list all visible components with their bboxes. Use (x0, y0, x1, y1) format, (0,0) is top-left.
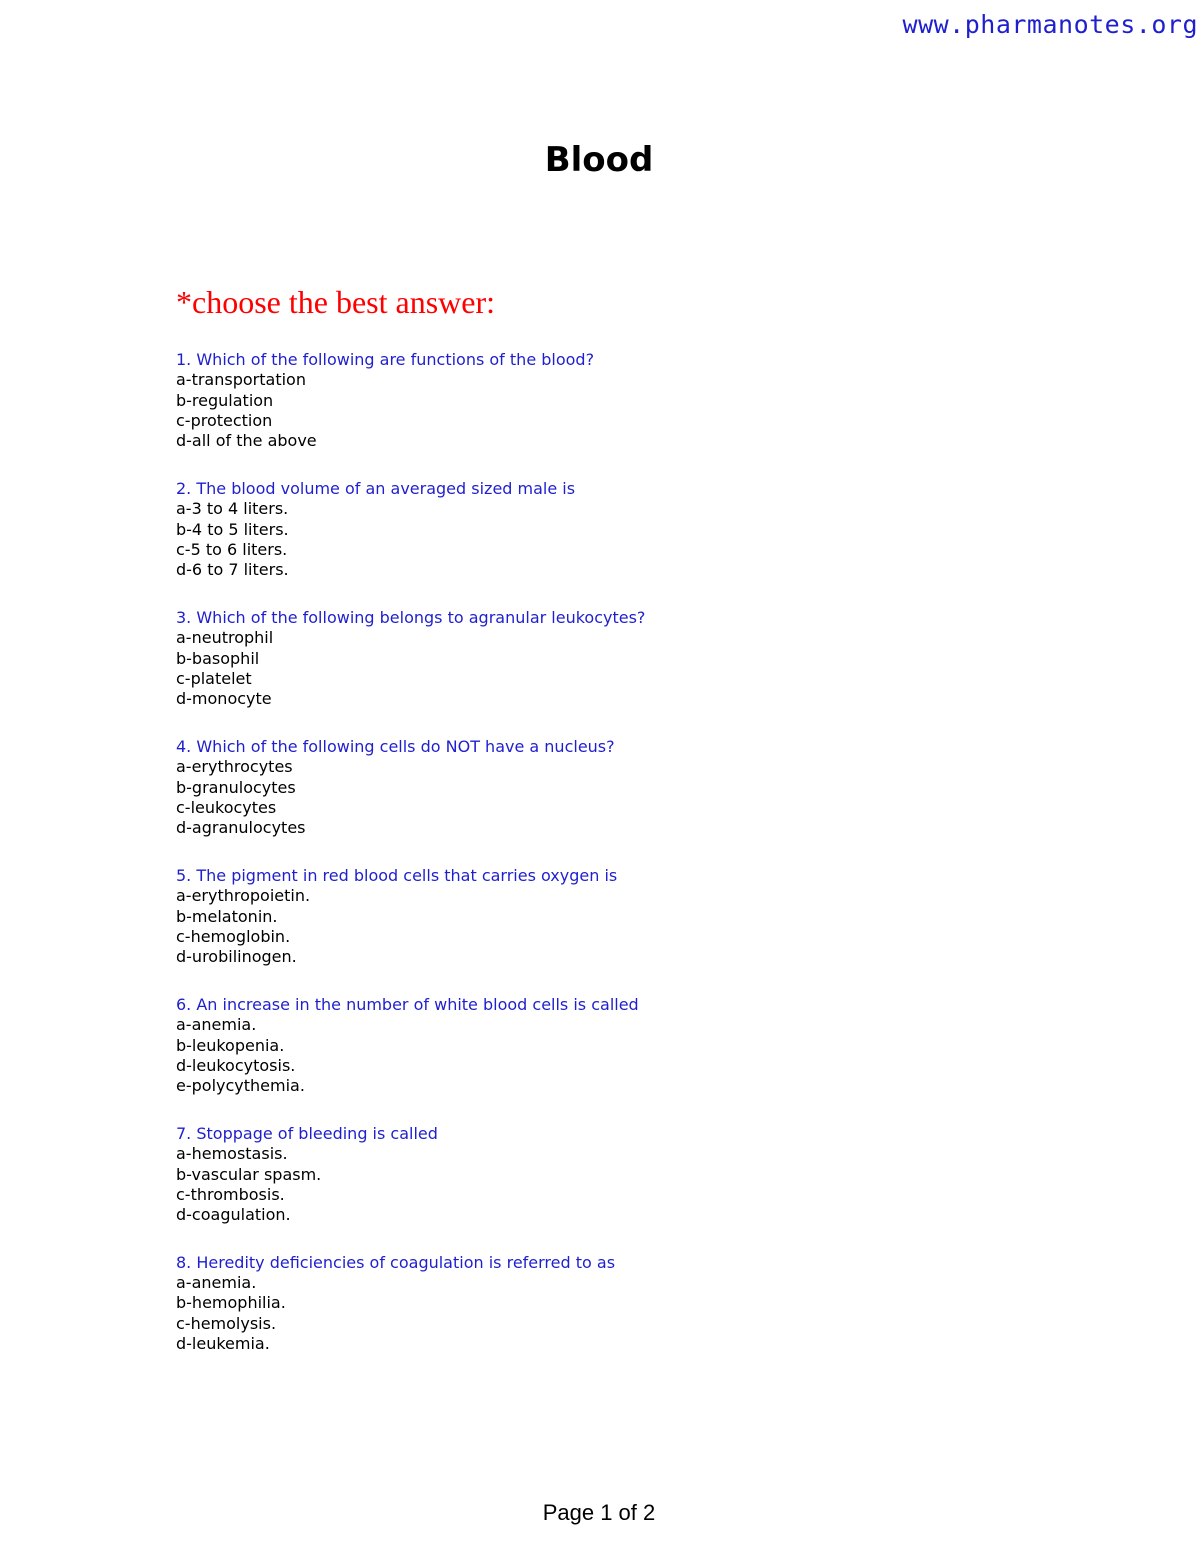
answer-option-a: a-erythrocytes (176, 757, 293, 777)
answer-option-c: c-leukocytes (176, 797, 277, 817)
question-3 (176, 608, 645, 709)
answer-option-a: a-anemia. (176, 1015, 257, 1035)
answer-option-c: c-platelet (176, 668, 252, 688)
answer-option-d: d-6 to 7 liters. (176, 560, 289, 580)
question-2 (176, 479, 645, 580)
question-6 (176, 995, 645, 1096)
question-text: 1. Which of the following are functions of the blood? (176, 350, 595, 369)
question-text: 6. An increase in the number of white blood cells is called (176, 994, 639, 1014)
answer-option-c: c-protection (176, 410, 273, 430)
question-7 (176, 1124, 645, 1225)
answer-option-a: a-transportation (176, 370, 306, 390)
question-8 (176, 1253, 645, 1354)
answer-option-d: d-agranulocytes (176, 818, 306, 838)
question-1 (176, 350, 645, 451)
answer-option-d: d-leukocytosis. (176, 1055, 296, 1075)
answer-option-d: d-coagulation. (176, 1205, 291, 1225)
site-url-header: www.pharmanotes.org (902, 10, 1198, 39)
answer-option-c: c-thrombosis. (176, 1184, 285, 1204)
question-list (176, 350, 645, 1382)
instruction-heading: *choose the best answer: (176, 284, 496, 320)
question-4 (176, 737, 645, 838)
answer-option-b: b-granulocytes (176, 777, 296, 797)
answer-option-b: b-regulation (176, 390, 274, 410)
answer-option-c: c-hemolysis. (176, 1313, 277, 1333)
answer-option-a: a-erythropoietin. (176, 886, 311, 906)
answer-option-b: b-leukopenia. (176, 1035, 285, 1055)
answer-option-e: e-polycythemia. (176, 1076, 305, 1096)
answer-option-d: d-leukemia. (176, 1334, 270, 1354)
question-5 (176, 866, 645, 967)
question-text: 8. Heredity deficiencies of coagulation is referred to as (176, 1252, 616, 1272)
question-text: 2. The blood volume of an averaged sized male is (176, 478, 576, 498)
answer-option-b: b-4 to 5 liters. (176, 519, 289, 539)
answer-option-d: d-all of the above (176, 431, 317, 451)
page-title: Blood (544, 140, 654, 180)
answer-option-c: c-5 to 6 liters. (176, 539, 288, 559)
question-text: 5. The pigment in red blood cells that carries oxygen is (176, 865, 618, 885)
answer-option-b: b-melatonin. (176, 906, 278, 926)
answer-option-a: a-3 to 4 liters. (176, 499, 289, 519)
answer-option-d: d-monocyte (176, 689, 272, 709)
question-text: 7. Stoppage of bleeding is called (176, 1123, 438, 1143)
question-text: 3. Which of the following belongs to agranular leukocytes? (176, 607, 646, 627)
answer-option-b: b-hemophilia. (176, 1293, 286, 1313)
answer-option-b: b-vascular spasm. (176, 1164, 322, 1184)
page-number-footer: Page 1 of 2 (542, 1500, 656, 1525)
answer-option-a: a-hemostasis. (176, 1144, 288, 1164)
answer-option-d: d-urobilinogen. (176, 947, 297, 967)
answer-option-a: a-neutrophil (176, 628, 274, 648)
answer-option-a: a-anemia. (176, 1273, 257, 1293)
answer-option-c: c-hemoglobin. (176, 926, 291, 946)
question-text: 4. Which of the following cells do NOT have a nucleus? (176, 736, 615, 756)
answer-option-b: b-basophil (176, 648, 260, 668)
